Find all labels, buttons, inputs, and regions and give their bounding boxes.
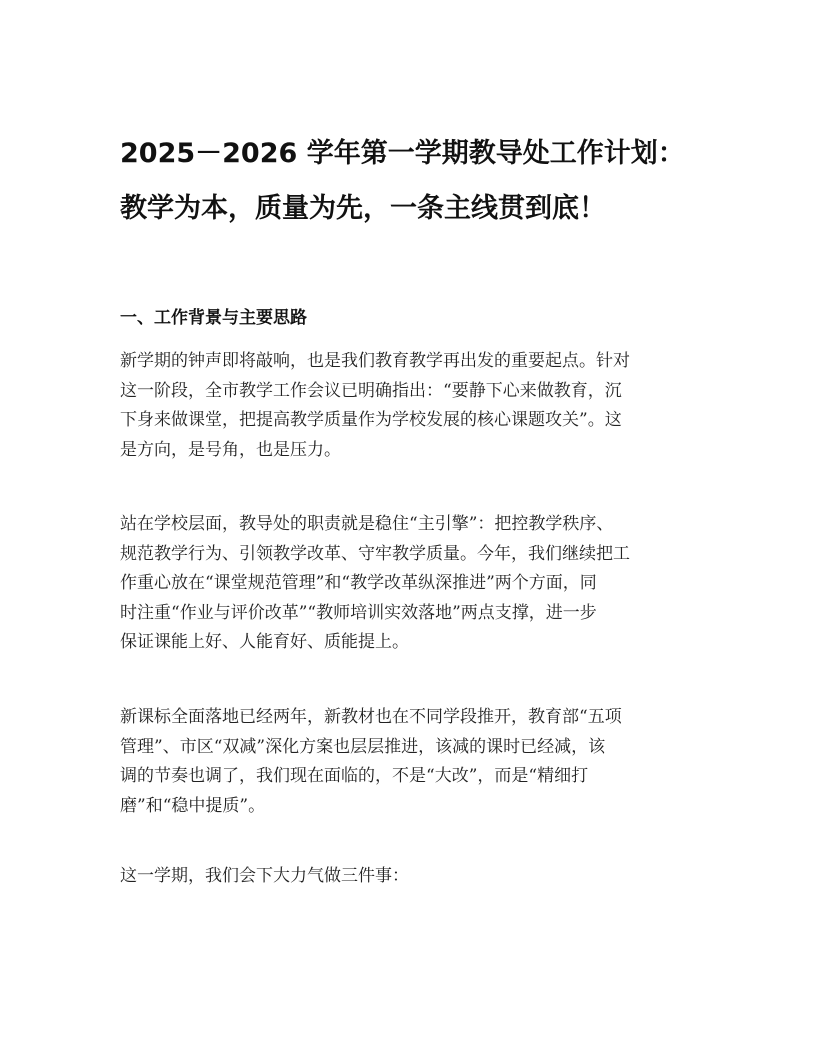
paragraph-line: 保证课能上好、人能育好、质能提上。 (120, 632, 409, 652)
paragraph-line: 新课标全面落地已经两年，新教材也在不同学段推开，教育部“五项 (120, 707, 622, 727)
paragraph-line: 站在学校层面，教导处的职责就是稳住“主引擎”：把控教学秩序、 (120, 514, 614, 534)
section-heading: 一、工作背景与主要思路 (120, 308, 307, 328)
document-title (120, 126, 700, 236)
title-line-2: 教学为本，质量为先，一条主线贯到底！ (120, 193, 606, 224)
paragraph-line: 这一阶段，全市教学工作会议已明确指出：“要静下心来做教育，沉 (120, 380, 622, 401)
paragraph-line: 作重心放在“课堂规范管理”和“教学改革纵深推进”两个方面，同 (120, 573, 597, 593)
paragraph-2 (120, 510, 700, 658)
paragraph-line: 下身来做课堂，把提高教学质量作为学校发展的核心课题攻关”。这 (120, 410, 622, 430)
paragraph-line: 规范教学行为、引领教学改革、守牢教学质量。今年，我们继续把工 (120, 543, 630, 564)
paragraph-3 (120, 703, 700, 821)
paragraph-line: 磨”和“稳中提质”。 (120, 795, 266, 816)
paragraph-line: 这一学期，我们会下大力气做三件事： (120, 866, 409, 886)
paragraph-line: 管理”、市区“双减”深化方案也层层推进，该减的课时已经减，该 (120, 736, 606, 757)
paragraph-1 (120, 347, 700, 465)
paragraph-line: 是方向，是号角，也是压力。 (120, 439, 341, 460)
paragraph-4 (120, 862, 700, 892)
title-line-1: 2025－2026 学年第一学期教导处工作计划： (120, 138, 685, 169)
paragraph-line: 时注重“作业与评价改革”“教师培训实效落地”两点支撑，进一步 (120, 602, 597, 623)
paragraph-line: 新学期的钟声即将敲响，也是我们教育教学再出发的重要起点。针对 (120, 351, 630, 371)
paragraph-line: 调的节奏也调了，我们现在面临的，不是“大改”，而是“精细打 (120, 766, 589, 786)
